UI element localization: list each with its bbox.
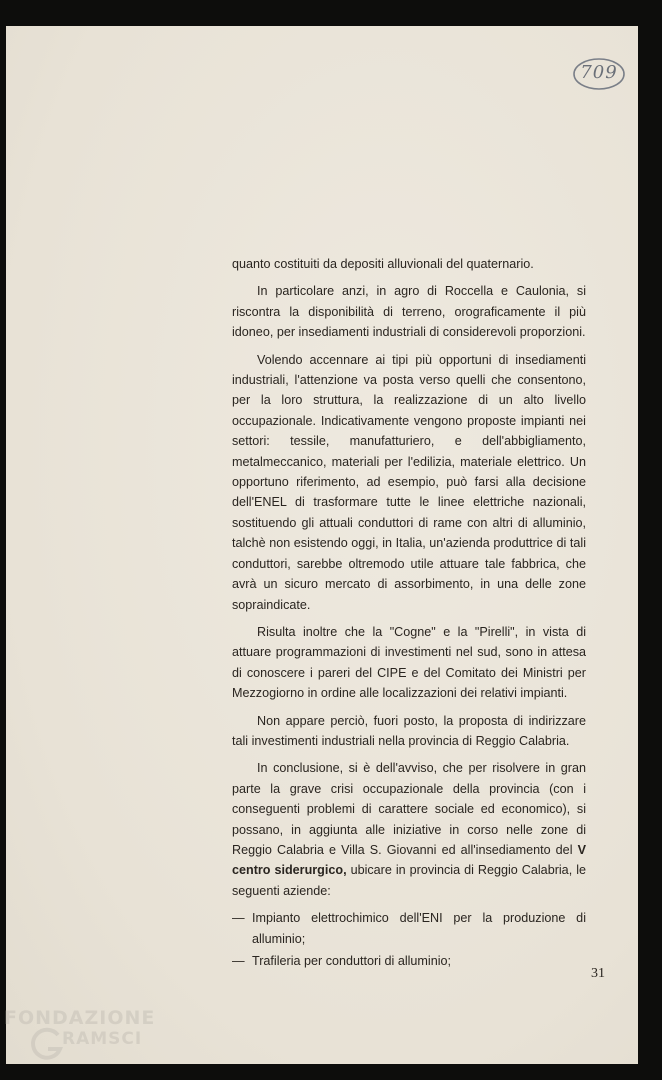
list-item <box>232 908 586 949</box>
list-dash: — <box>232 954 245 968</box>
paragraph-6-bold: V centro siderurgico, <box>232 842 586 878</box>
paragraph-1: quanto costituiti da depositi alluvionali del quaternario. <box>232 257 534 271</box>
watermark-line-1: FONDAZIONE <box>4 1007 156 1029</box>
paragraph-4: Risulta inoltre che la "Cogne" e la "Pirelli", in vista di attuare programmazioni di investimenti nel sud, sono in attesa di conoscere i pareri del CIPE e del Comitato dei Ministri per Mezzogiorno in ordine alle localizzazioni dei relativi impianti. <box>232 624 586 701</box>
archive-number-stamp <box>572 57 626 91</box>
paragraph-3: Volendo accennare ai tipi più opportuni di insediamenti industriali, l'attenzione va posta verso quelli che consentono, per la loro struttura, la realizzazione di un alto livello occupazionale. Indicativamente vengono proposte impianti nei settori: tessile, manufatturiero, e dell'abbigliamento, metalmeccanico, materiali per l'edilizia, materiale elettrico. Un opportuno riferimento, ad esempio, può farsi alla decisione dell'ENEL di trasformare tutte le linee elettriche nazionali, sostituendo gli attuali conduttori di rame con altri di alluminio, talchè non esistendo oggi, in Italia, un'azienda produttrice di tali conduttori, sarebbe oltremodo utile attuare tale fabbrica, che avrà un sicuro mercato di assorbimento, in una delle zone sopraindicate. <box>232 352 586 612</box>
paragraph-5: Non appare perciò, fuori posto, la proposta di indirizzare tali investimenti industriali nella provincia di Reggio Calabria. <box>232 713 586 748</box>
watermark-g-logo-icon <box>28 1027 64 1063</box>
document-page <box>6 26 638 1064</box>
list-item <box>232 951 586 971</box>
paragraph-6-text-end: ubicare in provincia di Reggio Calabria, le seguenti aziende: <box>232 863 586 898</box>
page-number: 31 <box>591 966 605 981</box>
fondazione-gramsci-watermark <box>2 1005 172 1080</box>
document-body <box>232 254 586 973</box>
paragraph-6-text-start: In conclusione, si è dell'avviso, che per risolvere in gran parte la grave crisi occupazionale della provincia (con i conseguenti problemi di carattere sociale ed economico), si possano, in aggiunta alle iniziative in corso nelle zone di Reggio Calabria e Villa S. Giovanni ed all'insediamento del <box>232 761 586 857</box>
list-item-text: Impianto elettrochimico dell'ENI per la produzione di alluminio; <box>252 911 586 946</box>
list-dash: — <box>232 911 245 926</box>
stamp-number: 709 <box>580 62 618 83</box>
watermark-line-2: RAMSCI <box>62 1029 143 1049</box>
list-item-text: Trafileria per conduttori di alluminio; <box>252 954 452 968</box>
paragraph-6 <box>232 758 586 901</box>
paragraph-2: In particolare anzi, in agro di Roccella e Caulonia, si riscontra la disponibilità di terreno, orograficamente il più idoneo, per insediamenti industriali di considerevoli proporzioni. <box>232 284 586 340</box>
